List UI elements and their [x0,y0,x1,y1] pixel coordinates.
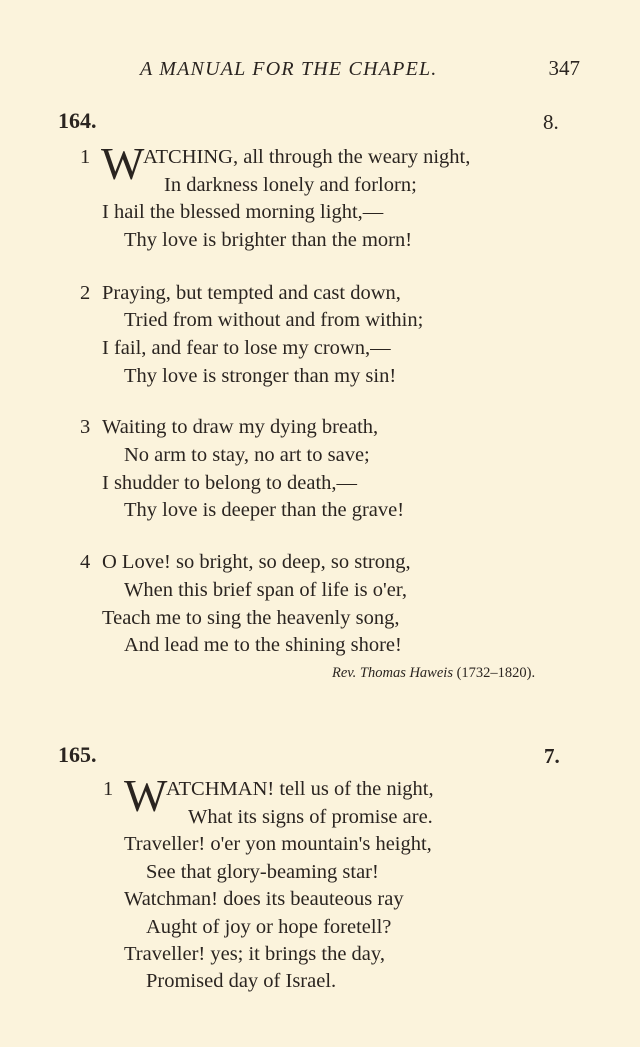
verse-line: ATCHMAN! tell us of the night, [166,778,434,800]
verse-line: Promised day of Israel. [146,970,337,992]
hymn-number: 164. [58,108,97,133]
attribution-author: Rev. Thomas Haweis [332,665,453,681]
verse-line: No arm to stay, no art to save; [124,444,370,466]
drop-cap: W [124,770,166,821]
running-title: A MANUAL FOR THE CHAPEL. [140,58,438,80]
verse-line: In darkness lonely and forlorn; [164,174,417,196]
verse-line: Praying, but tempted and cast down, [102,282,401,304]
verse-line: O Love! so bright, so deep, so strong, [102,551,411,573]
hymn-meter: 7. [544,744,560,768]
verse-number: 1 [103,778,114,800]
page-number: 347 [548,56,580,80]
verse-line: Traveller! yes; it brings the day, [124,943,385,965]
attribution-dates: (1732–1820). [456,665,536,681]
verse-line: I hail the blessed morning light,— [102,201,384,223]
verse-number: 2 [80,282,91,304]
verse-line: I shudder to belong to death,— [102,472,358,494]
verse-line: I fail, and fear to lose my crown,— [102,337,391,359]
verse-number: 1 [80,146,91,168]
verse-line: Watchman! does its beauteous ray [124,888,404,910]
verse-line: See that glory-beaming star! [146,861,379,883]
verse-number: 4 [80,551,91,573]
verse-number: 3 [80,416,91,438]
verse-line: And lead me to the shining shore! [124,634,402,656]
verse-line: Tried from without and from within; [124,309,424,331]
verse-line: ATCHING, all through the weary night, [143,146,471,168]
verse-line: Thy love is stronger than my sin! [124,365,397,387]
hymn-number: 165. [58,742,97,767]
verse-line: What its signs of promise are. [188,806,433,828]
attribution [332,665,535,682]
verse-line: When this brief span of life is o'er, [124,579,407,601]
verse-line: Traveller! o'er yon mountain's height, [124,833,432,855]
verse-line: Thy love is deeper than the grave! [124,499,405,521]
verse-line: Waiting to draw my dying breath, [102,416,379,438]
verse-line: Aught of joy or hope foretell? [146,916,392,938]
hymn-meter: 8. [543,110,559,134]
verse-line: Thy love is brighter than the morn! [124,229,413,251]
drop-cap: W [101,138,143,189]
verse-line: Teach me to sing the heavenly song, [102,607,400,629]
